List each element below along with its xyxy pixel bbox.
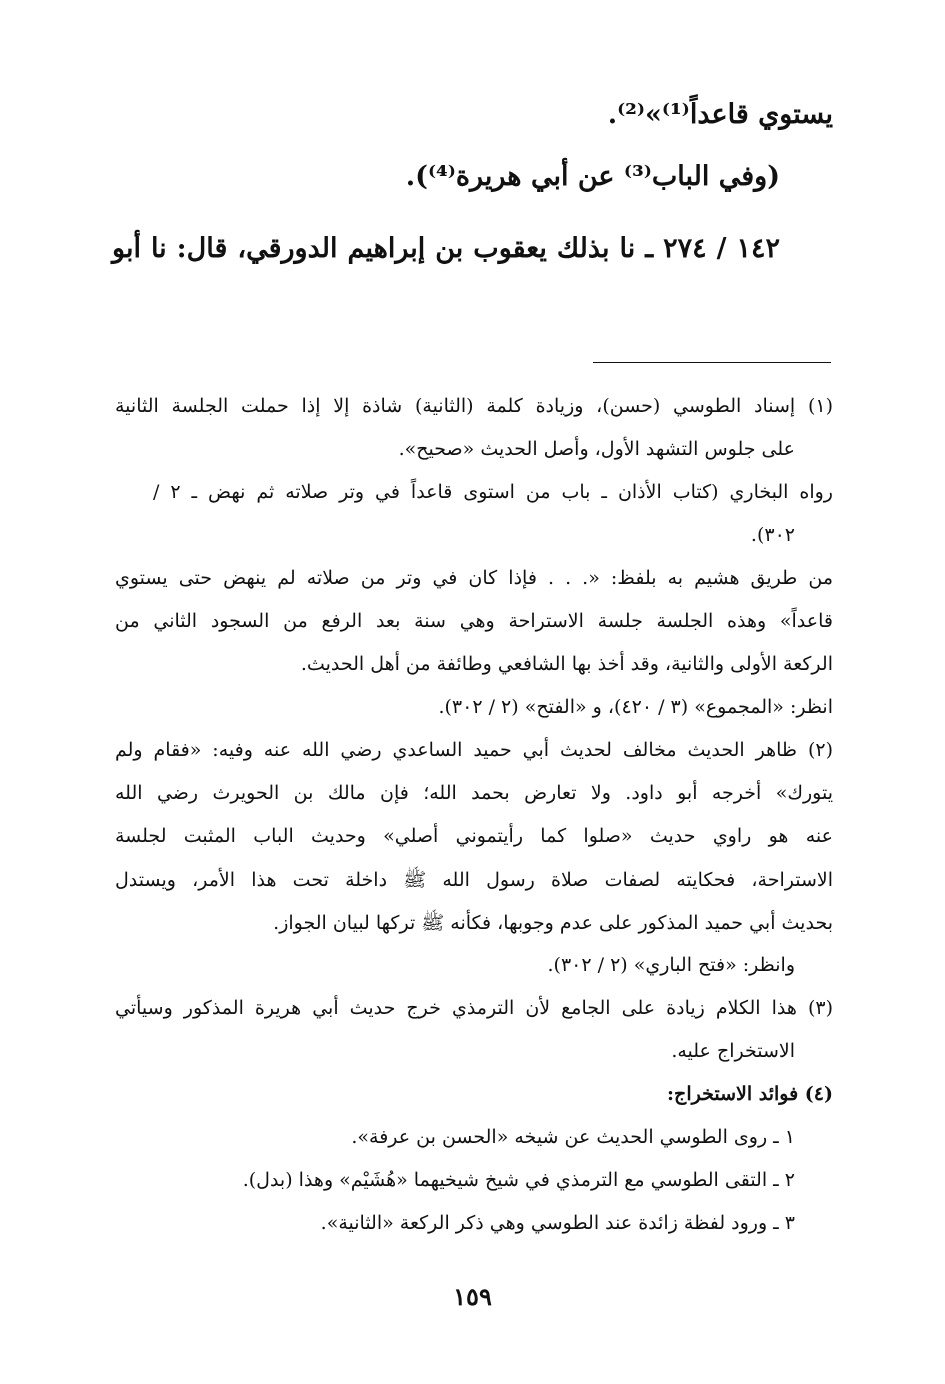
footnote-1-line-1: (١) إسناد الطوسي (حسن)، وزيادة كلمة (الثانية) شاذة إلا إذا حملت الجلسة الثانية	[115, 395, 833, 417]
main-text-line-3: ١٤٢ / ٢٧٤ ـ نا بذلك يعقوب بن إبراهيم الدورقي، قال: نا أبو	[112, 233, 780, 264]
footnote-1-line-2: على جلوس التشهد الأول، وأصل الحديث «صحيح».	[398, 438, 795, 460]
footnote-1-line-4: ٣٠٢).	[750, 524, 795, 546]
footnote-1-line-7: الركعة الأولى والثانية، وقد أخذ بها الشافعي وطائفة من أهل الحديث.	[300, 653, 833, 675]
footnote-1-line-6: قاعداً» وهذه الجلسة جلسة الاستراحة وهي سنة بعد الرفع من السجود الثاني من	[115, 610, 833, 632]
footnote-4-item-2: ٢ ـ التقى الطوسي مع الترمذي في شيخ شيخيهما «هُشَيْم» وهذا (بدل).	[242, 1169, 795, 1191]
footnote-4-item-3: ٣ ـ ورود لفظة زائدة عند الطوسي وهي ذكر الركعة «الثانية».	[320, 1212, 795, 1234]
main-text-line-1: يستوي قاعداً⁽¹⁾»⁽²⁾.	[607, 99, 833, 130]
footnote-1-line-8: انظر: «المجموع» (٣ / ٤٢٠)، و «الفتح» (٢ / ٣٠٢).	[438, 696, 833, 718]
footnote-3-line-2: الاستخراج عليه.	[671, 1040, 795, 1062]
footnote-4-item-1: ١ ـ روى الطوسي الحديث عن شيخه «الحسن بن عرفة».	[351, 1126, 795, 1148]
footnote-2-line-4: الاستراحة، فحكايته لصفات صلاة رسول الله ﷺ داخلة تحت هذا الأمر، ويستدل	[115, 869, 833, 891]
main-text-line-2: (وفي الباب⁽³⁾ عن أبي هريرة⁽⁴⁾).	[405, 161, 780, 192]
footnote-2-line-2: يتورك» أخرجه أبو داود. ولا تعارض بحمد الله؛ فإن مالك بن الحويرث رضي الله	[115, 782, 833, 804]
footnote-3-line-1: (٣) هذا الكلام زيادة على الجامع لأن الترمذي خرج حديث أبي هريرة المذكور وسيأتي	[115, 997, 833, 1019]
footnote-2-line-3: عنه هو راوي حديث «صلوا كما رأيتموني أصلي» وحديث الباب المثبت لجلسة	[115, 825, 833, 847]
footnote-2-line-6: وانظر: «فتح الباري» (٢ / ٣٠٢).	[547, 954, 795, 976]
footnote-1-line-3: رواه البخاري (كتاب الأذان ـ باب من استوى قاعداً في وتر صلاته ثم نهض ـ ٢ /	[153, 481, 833, 503]
page-number: ١٥٩	[453, 1282, 492, 1311]
footnote-4-heading: (٤) فوائد الاستخراج:	[667, 1083, 833, 1105]
footnote-separator	[593, 362, 831, 363]
footnote-1-line-5: من طريق هشيم به بلفظ: «. . . فإذا كان في وتر من صلاته لم ينهض حتى يستوي	[115, 567, 833, 589]
footnote-2-line-1: (٢) ظاهر الحديث مخالف لحديث أبي حميد الساعدي رضي الله عنه وفيه: «فقام ولم	[115, 739, 833, 761]
footnote-2-line-5: بحديث أبي حميد المذكور على عدم وجوبها، فكأنه ﷺ تركها لبيان الجواز.	[273, 912, 833, 934]
